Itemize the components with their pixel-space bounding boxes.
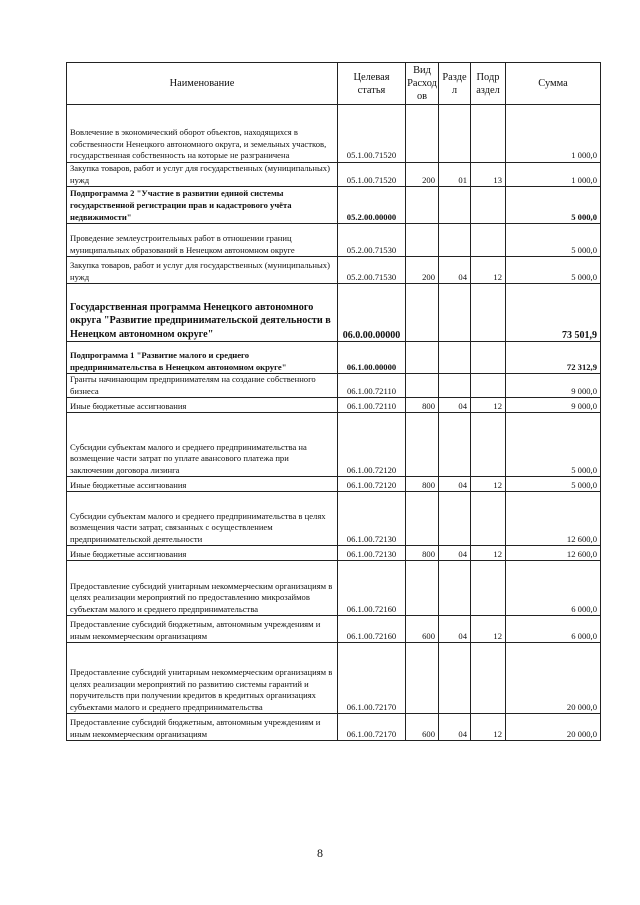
row-target-article-cell: 06.1.00.72160 [338,561,406,616]
row-expense-type-cell [406,105,439,163]
row-subsection-cell [471,492,506,546]
row-expense-type-cell: 600 [406,714,439,741]
row-target-article-cell: 06.1.00.72120 [338,477,406,492]
row-section-cell: 04 [439,546,471,561]
table-row [67,257,601,284]
row-name-cell: Закупка товаров, работ и услуг для государственных (муниципальных) нужд [67,163,338,187]
row-name-cell: Субсидии субъектам малого и среднего предпринимательства в целях возмещения части затрат, связанных с осуществлением предпринимательской деятельности [67,492,338,546]
budget-table [66,62,601,741]
row-name-cell: Предоставление субсидий бюджетным, автономным учреждениям и иным некоммерческим организациям [67,616,338,643]
row-expense-type-cell [406,224,439,257]
table-row [67,342,601,374]
page-number: 8 [317,846,323,860]
table-row [67,492,601,546]
header-sum: Сумма [506,63,601,105]
row-name-cell: Закупка товаров, работ и услуг для государственных (муниципальных) нужд [67,257,338,284]
row-section-cell: 04 [439,714,471,741]
row-expense-type-cell [406,492,439,546]
row-sum-cell: 12 600,0 [506,492,601,546]
table-row [67,284,601,342]
row-target-article-cell: 06.1.00.72130 [338,546,406,561]
header-section: Разде л [439,63,471,105]
row-sum-cell: 73 501,9 [506,284,601,342]
row-name-cell: Предоставление субсидий бюджетным, автономным учреждениям и иным некоммерческим организациям [67,714,338,741]
row-expense-type-cell [406,284,439,342]
row-expense-type-cell [406,643,439,714]
table-row [67,187,601,224]
row-expense-type-cell [406,374,439,398]
row-subsection-cell [471,643,506,714]
row-subsection-cell [471,374,506,398]
row-subsection-cell [471,561,506,616]
table-row [67,546,601,561]
row-subsection-cell [471,224,506,257]
row-subsection-cell [471,413,506,477]
row-section-cell [439,187,471,224]
row-name-cell: Гранты начинающим предпринимателям на создание собственного бизнеса [67,374,338,398]
row-sum-cell: 1 000,0 [506,105,601,163]
header-name: Наименование [67,63,338,105]
row-target-article-cell: 06.1.00.72170 [338,714,406,741]
row-expense-type-cell [406,561,439,616]
row-target-article-cell: 06.1.00.72170 [338,643,406,714]
row-sum-cell: 9 000,0 [506,398,601,413]
row-section-cell [439,224,471,257]
row-name-cell: Иные бюджетные ассигнования [67,477,338,492]
row-expense-type-cell [406,342,439,374]
row-target-article-cell: 05.2.00.00000 [338,187,406,224]
row-sum-cell: 5 000,0 [506,187,601,224]
row-target-article-cell: 06.1.00.72130 [338,492,406,546]
header-subsection: Подр аздел [471,63,506,105]
row-section-cell [439,105,471,163]
row-sum-cell: 5 000,0 [506,477,601,492]
row-subsection-cell [471,105,506,163]
row-sum-cell: 6 000,0 [506,616,601,643]
row-section-cell [439,643,471,714]
row-subsection-cell: 12 [471,257,506,284]
row-subsection-cell: 12 [471,714,506,741]
row-section-cell: 04 [439,257,471,284]
row-section-cell [439,492,471,546]
row-target-article-cell: 05.2.00.71530 [338,224,406,257]
row-sum-cell: 5 000,0 [506,257,601,284]
row-target-article-cell: 06.1.00.72120 [338,413,406,477]
row-target-article-cell: 06.0.00.00000 [338,284,406,342]
row-sum-cell: 72 312,9 [506,342,601,374]
row-sum-cell: 20 000,0 [506,714,601,741]
row-name-cell: Подпрограмма 2 "Участие в развитии единой системы государственной регистрации прав и кадастрового учёта недвижимости" [67,187,338,224]
row-target-article-cell: 06.1.00.72160 [338,616,406,643]
header-expense-type: Вид Расход ов [406,63,439,105]
row-section-cell: 04 [439,477,471,492]
row-name-cell: Субсидии субъектам малого и среднего предпринимательства на возмещение части затрат по уплате авансового платежа при заключении договора лизинга [67,413,338,477]
table-row [67,374,601,398]
row-expense-type-cell: 600 [406,616,439,643]
row-subsection-cell: 12 [471,398,506,413]
table-row [67,561,601,616]
row-subsection-cell [471,284,506,342]
row-name-cell: Иные бюджетные ассигнования [67,398,338,413]
row-section-cell [439,374,471,398]
row-target-article-cell: 05.2.00.71530 [338,257,406,284]
table-row [67,643,601,714]
row-subsection-cell: 13 [471,163,506,187]
table-row [67,616,601,643]
row-expense-type-cell: 800 [406,477,439,492]
row-section-cell [439,561,471,616]
row-expense-type-cell: 200 [406,257,439,284]
table-row [67,163,601,187]
row-sum-cell: 6 000,0 [506,561,601,616]
row-subsection-cell: 12 [471,477,506,492]
row-section-cell [439,413,471,477]
row-expense-type-cell: 200 [406,163,439,187]
row-name-cell: Подпрограмма 1 "Развитие малого и среднего предпринимательства в Ненецком автономном округе" [67,342,338,374]
row-sum-cell: 5 000,0 [506,224,601,257]
row-target-article-cell: 05.1.00.71520 [338,105,406,163]
row-name-cell: Предоставление субсидий унитарным некоммерческим организациям в целях реализации мероприятий по развитию системы гарантий и поручительств при получении кредитов в кредитных организациях субъектами малого и среднего предпринимательства [67,643,338,714]
row-target-article-cell: 06.1.00.72110 [338,374,406,398]
row-sum-cell: 20 000,0 [506,643,601,714]
row-subsection-cell: 12 [471,546,506,561]
row-sum-cell: 12 600,0 [506,546,601,561]
table-row [67,224,601,257]
row-name-cell: Государственная программа Ненецкого автономного округа "Развитие предпринимательской деятельности в Ненецком автономном округе" [67,284,338,342]
row-name-cell: Проведение землеустроительных работ в отношении границ муниципальных образований в Ненецком автономном округе [67,224,338,257]
row-name-cell: Иные бюджетные ассигнования [67,546,338,561]
row-expense-type-cell: 800 [406,398,439,413]
row-sum-cell: 1 000,0 [506,163,601,187]
table-row [67,105,601,163]
row-section-cell [439,284,471,342]
row-expense-type-cell: 800 [406,546,439,561]
row-target-article-cell: 06.1.00.00000 [338,342,406,374]
row-section-cell [439,342,471,374]
table-row [67,477,601,492]
row-name-cell: Вовлечение в экономический оборот объектов, находящихся в собственности Ненецкого автономного округа, и земельных участков, государственная собственность на которые не разграничена [67,105,338,163]
header-row [67,63,601,105]
row-section-cell: 04 [439,616,471,643]
header-target-article: Целевая статья [338,63,406,105]
row-sum-cell: 5 000,0 [506,413,601,477]
row-section-cell: 04 [439,398,471,413]
row-target-article-cell: 05.1.00.71520 [338,163,406,187]
table-row [67,398,601,413]
row-target-article-cell: 06.1.00.72110 [338,398,406,413]
row-subsection-cell: 12 [471,616,506,643]
table-row [67,413,601,477]
table-row [67,714,601,741]
row-name-cell: Предоставление субсидий унитарным некоммерческим организациям в целях реализации мероприятий по предоставлению микрозаймов субъектам малого и среднего предпринимательства [67,561,338,616]
table-body [67,105,601,741]
row-expense-type-cell [406,187,439,224]
row-sum-cell: 9 000,0 [506,374,601,398]
row-subsection-cell [471,342,506,374]
row-subsection-cell [471,187,506,224]
row-expense-type-cell [406,413,439,477]
row-section-cell: 01 [439,163,471,187]
